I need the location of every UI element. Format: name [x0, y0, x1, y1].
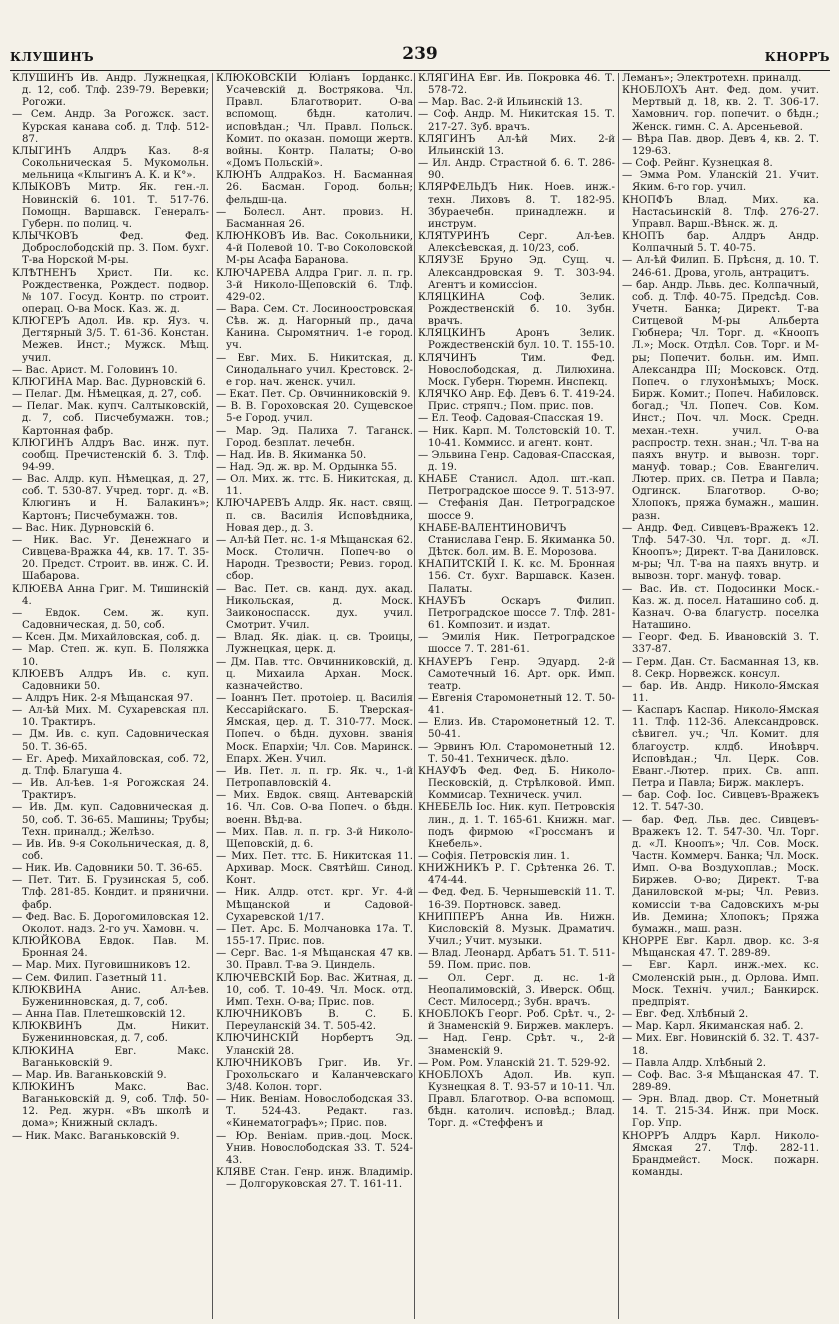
directory-entry: — Ел. Теоф. Садовая-Спасская 19. — [418, 413, 604, 425]
directory-entry: КЛЯРФЕЛЬДЪ Ник. Ноев. инж.-техн. Лиховъ 8. Т. 182-95. Збураечебн. принадлежн. и инструм. — [418, 182, 615, 230]
directory-entry: — Ал-ѣй Филип. Б. Прѣсня, д. 10. Т. 246-61. Дрова, уголь, антрацитъ. — [622, 255, 819, 279]
directory-entry: КЛЮНКОВЪ Ив. Вас. Сокольники, 4-й Полевой 10. Т-во Соколовской М-ры Асафа Баранова. — [216, 231, 413, 267]
directory-entry: — Эрвинъ Юл. Старомонетный 12. Т. 50-41. Техническ. дѣло. — [418, 741, 615, 765]
directory-entry: — Соф. Андр. М. Никитская 15. Т. 217-27. Зуб. врачъ. — [418, 109, 615, 133]
directory-entry: — Влад. Леонард. Арбатъ 51. Т. 511-59. Пом. прис. пов. — [418, 948, 615, 972]
directory-entry: КНЕБЕЛЬ Іос. Ник. куп. Петровскія лин., д. 1. Т. 165-61. Книжн. маг. подъ фирмою «Гроссманъ и Кнебель». — [418, 802, 615, 850]
directory-entry: — Мих. Евдок. свящ. Антеварскій 16. Чл. Сов. О-ва Попеч. о бѣдн. военн. Вѣд-ва. — [216, 790, 413, 826]
directory-entry: КНОБЛОХЪ Адол. Ив. куп. Кузнецкая 8. Т. 93-57 и 10-11. Чл. Правл. Благотвор. О-ва вспомощ. бѣдн. католич. исповѣд.; Влад. Торг. д. «Стеффенъ и — [418, 1069, 615, 1130]
page-number: 239 — [402, 44, 438, 64]
running-head-right: КНОРРЪ — [764, 50, 830, 64]
directory-entry: КНОРРЕ Евг. Карл. двор. кс. 3-я Мѣщанская 47. Т. 289-89. — [622, 936, 819, 960]
directory-entry: КЛУШИНЪ Ив. Андр. Лужнецкая, д. 12, соб. Тлф. 239-79. Веревки; Рогожи. — [12, 73, 209, 109]
directory-entry: — Герм. Дан. Ст. Басманная 13, кв. 8. Секр. Норвежск. консул. — [622, 656, 819, 680]
directory-entry: — В. В. Гороховская 20. Сущевское 5-е Город. учил. — [216, 401, 413, 425]
directory-entry: — Мих. Пет. ттс. Б. Никитская 11. Архивар. Моск. Святѣйш. Синод. Конт. — [216, 851, 413, 887]
directory-entry: — Над. Генр. Срѣт. ч., 2-й Знаменскій 9. — [418, 1033, 615, 1057]
directory-entry: КЛЯГИНЪ Ал-ѣй Мих. 2-й Ильинскій 13. — [418, 133, 615, 157]
directory-entry: — бар. Андр. Львь. дес. Колпачный, соб. д. Тлф. 40-75. Предсѣд. Сов. Учетн. Банка; Директ. Т-ва Ситцевой М-ры Альберта Гюбнера; Чл. Торг. д. «Кноопъ Л.»; Моск. Отдѣл. Сов. Торг. и М-ры; Попечит. больн. им. Имп. Александра III; Московск. Отд. Попеч. о глухонѣмыхъ; Моск. Бирж. Комит.; Попеч. Набиловск. богад.; Чл. Попеч. Сов. Ком. Инст.; Поч. чл. Моск. Средн. механ.-техн. учил. О-ва распростр. техн. знан.; Чл. Т-ва на паяхъ внутр. и вывозн. торг. мануф. товар.; Сов. Евангелич. Лютер. прих. св. Петра и Павла; Одгинск. Благотвор. О-во; Хлопокъ, пряжа бумажн., машин. разн. — [622, 279, 819, 522]
directory-entry: — Ксен. Дм. Михайловская, соб. д. — [12, 632, 201, 644]
directory-entry: КЛЮКВИНЪ Дм. Никит. Буженинновская, д. 7, соб. — [12, 1021, 209, 1045]
directory-entry: Леманъ»; Электротехн. приналд. — [622, 73, 802, 84]
directory-entry: — Ив. Ал-ѣев. 1-я Рогожская 24. Трактиръ. — [12, 778, 209, 802]
directory-entry: — Ол. Серг. д. нс. 1-й Неопалимовскій, 3. Иверск. Общ. Сест. Милосерд.; Зубн. врачъ. — [418, 972, 615, 1008]
directory-column-2 — [216, 73, 413, 1319]
directory-entry: — Дм. Ив. с. куп. Садовническая 50. Т. 36-65. — [12, 729, 209, 753]
directory-entry: — Над. Эд. ж. вр. М. Ордынка 55. — [216, 462, 398, 473]
directory-entry: КЛЮЙКОВА Евдок. Пав. М. Бронная 24. — [12, 936, 209, 960]
directory-entry: КНОБЛОХЪ Ант. Фед. дом. учит. Мертвый д. 18, кв. 2. Т. 306-17. Хамовнич. гор. попечит. о бѣдн.; Женск. гимн. С. А. Арсеньевой. — [622, 85, 819, 133]
directory-entry: КНОПЪ бар. Алдръ Андр. Колпачный 5. Т. 40-75. — [622, 231, 819, 255]
directory-entry: — бар. Соф. Іос. Сивцевъ-Вражекъ 12. Т. 547-30. — [622, 790, 819, 814]
directory-entry: КЛЫЧКОВЪ Фед. Фед. Доброслободскій пр. 3. Пом. бухг. Т-ва Норской М-ры. — [12, 231, 209, 267]
directory-entry: КЛЯУЗЕ Бруно Эд. Сущ. ч. Александровская 9. Т. 303-94. Агентъ и комиссіон. — [418, 255, 615, 291]
directory-entry: — Андр. Фед. Сивцевъ-Вражекъ 12. Тлф. 547-30. Чл. торг. д. «Л. Кноопъ»; Директ. Т-ва Даниловск. м-ры; Чл. Т-ва на паяхъ внутр. и вывозн. торг. мануф. товар. — [622, 522, 819, 583]
directory-entry: КЛЯЧИНЪ Тим. Фед. Новослободская, д. Лилюхина. Моск. Губерн. Тюремн. Инспекц. — [418, 352, 615, 388]
directory-entry: — Софія. Петровскія лин. 1. — [418, 851, 570, 862]
directory-entry: — Ил. Андр. Страстной б. 6. Т. 286-90. — [418, 158, 615, 182]
directory-entry: КНИППЕРЪ Анна Ив. Нижн. Кисловскій 8. Музык. Драматич. Учил.; Учит. музыки. — [418, 911, 615, 948]
directory-entry: — бар. Фед. Льв. дес. Сивцевъ-Вражекъ 12. Т. 547-30. Чл. Торг. д. «Л. Кноопъ»; Чл. Сов. Моск. Частн. Коммерч. Банка; Чл. Моск. Имп. О-ва Воздухоплав.; Моск. Биржев. О-во; Директ. Т-ва Даниловской м-ры; Чл. Ревиз. комиссіи т-ва Садовскихъ м-ры Ив. Демина; Хлопокъ; Пряжа бумажн., маш. разн. — [622, 814, 819, 935]
directory-entry: — Евг. Мих. Б. Никитская, д. Синодальнаго учил. Крестовск. 2-е гор. нач. женск. учил. — [216, 352, 413, 388]
directory-entry: — Мар. Мих. Пуговишниковъ 12. — [12, 960, 191, 972]
directory-entry: КЛЯЧКО Анр. Еф. Девъ 6. Т. 419-24. Прис. стряпч.; Пом. прис. пов. — [418, 389, 615, 413]
column-divider — [618, 73, 619, 1319]
directory-entry: КНАБЕ Станисл. Адол. шт.-кап. Петроградское шоссе 9. Т. 513-97. — [418, 474, 615, 498]
page-header — [10, 44, 830, 71]
directory-entry: — Ник. Веніам. Новослободская 33. Т. 524-43. Редакт. газ. «Кинематографъ»; Прис. пов. — [216, 1094, 413, 1130]
directory-entry: КЛЮНЪ АлдраКоз. Н. Басманная 26. Басман. Город. больн; фельдш-ца. — [216, 170, 413, 206]
directory-column-4 — [622, 73, 819, 1319]
directory-entry: — Эльвина Генр. Садовая-Спасская, д. 19. — [418, 449, 615, 473]
directory-entry: — Вас. Пет. св. канд. дух. акад. Никольская, д. Моск. Заиконоспасск. дух. учил. Смотрит. Учил. — [216, 583, 413, 632]
directory-entry: — Соф. Вас. 3-я Мѣщанская 47. Т. 289-89. — [622, 1069, 819, 1093]
directory-entry: — Ник. Карп. М. Толстовскій 10. Т. 10-41. Коммисс. и агент. конт. — [418, 425, 615, 449]
directory-entry: — Мар. Вас. 2-й Ильинскій 13. — [418, 97, 583, 109]
directory-entry: КЛЮЧНИКОВЪ В. С. Б. Переуланскій 34. Т. 505-42. — [216, 1009, 413, 1033]
directory-entry: КЛЯВЕ Стан. Генр. инж. Владимір. — Долгоруковская 27. Т. 161-11. — [216, 1167, 413, 1191]
directory-entry: — Ник. Вас. Уг. Денежнаго и Сивцева-Вражка 44, кв. 17. Т. 35-20. Предст. Строит. вв. инж. С. И. Шабарова. — [12, 534, 209, 583]
directory-entry: — Сем. Андр. За Рогожск. заст. Курская канава соб. д. Тлф. 512-87. — [12, 109, 209, 145]
directory-entry: КЛЮКИНЪ Макс. Вас. Ваганьковскій д. 9, соб. Тлф. 50-12. Ред. журн. «Въ школѣ и дома»; Книжный складъ. — [12, 1081, 209, 1130]
directory-column-1 — [12, 73, 209, 1319]
directory-entry: — Ол. Мих. ж. ттс. Б. Никитская, д. 11. — [216, 474, 413, 498]
directory-entry: — Пелаг. Дм. Нѣмецкая, д. 27, соб. — [12, 389, 202, 401]
directory-entry: — Ег. Ареф. Михайловская, соб. 72, д. Тлф. Благуша 4. — [12, 753, 209, 777]
directory-entry: КЛЮЧАРЕВЪ Алдр. Як. наст. свящ. п. св. Василія Исповѣдника, Новая дер., д. 3. — [216, 498, 413, 534]
directory-entry: КЛЮЕВА Анна Григ. М. Тишинскій 4. — [12, 583, 209, 607]
column-divider — [414, 73, 415, 1319]
directory-entry: — Вас. Ив. ст. Подосинки Моск.-Каз. ж. д. посел. Наташино соб. д. Казнач. О-ва благустр. поселка Наташино. — [622, 583, 819, 632]
directory-entry: КНОПФЪ Влад. Мих. ка. Настасьинскій 8. Тлф. 276-27. Управл. Варш.-Вѣнск. ж. д. — [622, 194, 819, 230]
directory-entry: — Серг. Вас. 1-я Мѣщанская 47 кв. 30. Правл. Т-ва Э. Циндель. — [216, 948, 413, 972]
directory-entry: КЛЫГИНЪ Алдръ Каз. 8-я Сокольническая 5. Мукомольн. мельница «Клыгинъ А. К. и К°». — [12, 145, 209, 182]
directory-entry: — Ал-ѣй Пет. нс. 1-я Мѣщанская 62. Моск. Столичн. Попеч-во о Народн. Трезвости; Ревиз. город. сбор. — [216, 534, 413, 583]
directory-entry: — Ник. Алдр. отст. крг. Уг. 4-й Мѣщанской и Садовой-Сухаревской 1/17. — [216, 887, 413, 923]
directory-entry: — Вара. Сем. Ст. Лосиноостровская Сѣв. ж. д. Нагорный пр., дача Канина. Сыромятнич. 1-е город. уч. — [216, 303, 413, 352]
directory-entry: — Евгенія Старомонетный 12. Т. 50-41. — [418, 692, 615, 717]
directory-entry: — Вас. Арист. М. Головинъ 10. — [12, 364, 178, 376]
directory-entry: — Мар. Ив. Ваганьковскій 9. — [12, 1069, 167, 1081]
directory-entry: — Анна Пав. Плетешковскій 12. — [12, 1009, 186, 1021]
directory-entry: — Евг. Карл. инж.-мех. кс. Смоленскій рын., д. Орлова. Имп. Моск. Техніч. учил.; Банкирск. предпріят. — [622, 960, 819, 1008]
directory-entry: — Влад. Як. діак. ц. св. Троицы, Лужнецкая, церк. д. — [216, 632, 413, 656]
directory-entry: — Соф. Рейнг. Кузнецкая 8. — [622, 158, 773, 170]
directory-entry: КНАПИТСКІЙ І. К. кс. М. Бронная 156. Ст. бухг. Варшавск. Казен. Палаты. — [418, 559, 615, 595]
directory-entry: — Юр. Веніам. прив.-доц. Моск. Унив. Новослободская 33. Т. 524-43. — [216, 1130, 413, 1166]
directory-entry: КЛЮЧИНСКІЙ Норбертъ Эд. Уланскій 28. — [216, 1033, 413, 1057]
directory-entry: — Іоаннъ Пет. протоіер. ц. Василія Кессарійскаго. Б. Тверская-Ямская, цер. д. Т. 310-77. Моск. Попеч. о бѣдн. духовн. званія Моск. Епархіи; Чл. Сов. Маринск. Епарх. Жен. Учил. — [216, 692, 413, 765]
directory-entry: КНАУБЪ Оскаръ Филип. Петроградское шоссе 7. Тлф. 281-61. Композит. и издат. — [418, 595, 615, 632]
directory-entry: КЛЯТУРИНЪ Серг. Ал-ѣев. Алексѣевская, д. 10/23, соб. — [418, 231, 615, 255]
directory-entry: КНАУФЪ Фед. Фед. Б. Николо-Песковскій, д. Стрѣлковой. Имп. Коммисар. Техническ. учил. — [418, 765, 615, 802]
running-head-left: КЛУШИНЪ — [10, 50, 95, 64]
directory-entry: — Мар. Эд. Палиха 7. Таганск. Город. безплат. лечебн. — [216, 425, 413, 449]
directory-entry: КЛЮКИНА Евг. Макс. Ваганьковскій 9. — [12, 1045, 209, 1069]
directory-entry: — Фед. Фед. Б. Чернышевскій 11. Т. 16-39. Портновск. завед. — [418, 887, 615, 911]
directory-entry: — Елиз. Ив. Старомонетный 12. Т. 50-41. — [418, 717, 615, 741]
directory-entry: КНОБЛОКЪ Георг. Роб. Срѣт. ч., 2-й Знаменскій 9. Биржев. маклеръ. — [418, 1009, 615, 1033]
directory-entry: — Стефанія Дан. Петроградское шоссе 9. — [418, 498, 615, 522]
directory-entry: КЛЯЦКИНЪ Аронъ Зелик. Рождественскій бул. 10. Т. 155-10. — [418, 328, 615, 352]
directory-entry: — Вас. Ник. Дурновскій 6. — [12, 522, 155, 534]
directory-entry: — Пелаг. Мак. купч. Салтыковскій, д. 7, соб. Писчебумажн. тов.; Картонная фабр. — [12, 401, 209, 437]
directory-entry: — Вас. Алдр. куп. Нѣмецкая, д. 27, соб. Т. 530-87. Учред. торг. д. «В. Клюгинъ и Н. Балакинъ»; Картонъ; Писчебумажн. тов. — [12, 474, 209, 522]
directory-entry: — Евг. Фед. Хлѣбный 2. — [622, 1009, 749, 1021]
directory-entry: КЛЮКОВСКІЙ Юліанъ Іорданкс. Усачевскій д. Вострякова. Чл. Правл. Благотворит. О-ва вспомощ. бѣдн. католич. исповѣдан.; Чл. Правл. Польск. Комит. по оказан. помощи жертв. войны. Контр. Палаты; О-во «Домъ Польскій». — [216, 73, 413, 170]
directory-entry: — Павла Алдр. Хлѣбный 2. — [622, 1057, 767, 1069]
directory-entry: КНАБЕ-ВАЛЕНТИНОВИЧЪ Станислава Генр. Б. Якиманка 50. Дѣтск. бол. им. В. Е. Морозова. — [418, 522, 615, 559]
directory-entry: — Мих. Евг. Новинскій б. 32. Т. 437-18. — [622, 1033, 819, 1057]
directory-entry: — Эмилія Ник. Петроградское шоссе 7. Т. 281-61. — [418, 632, 615, 656]
directory-entry: — бар. Ив. Андр. Николо-Ямская 11. — [622, 680, 819, 704]
directory-entry: — Ал-ѣй Мих. М. Сухаревская пл. 10. Трактиръ. — [12, 705, 209, 729]
directory-entry: КЛЮГИНЪ Алдръ Вас. инж. пут. сообщ. Пречистенскій б. 3. Тлф. 94-99. — [12, 437, 209, 473]
directory-entry: — Ник. Макс. Ваганьковскій 9. — [12, 1130, 180, 1142]
directory-column-3 — [418, 73, 615, 1319]
directory-entry: КНАУЕРЪ Генр. Эдуард. 2-й Самотечный 16. Арт. орк. Имп. театр. — [418, 656, 615, 692]
column-divider — [212, 73, 213, 1319]
directory-entry: — Эрн. Влад. двор. Ст. Монетный 14. Т. 215-34. Инж. при Моск. Гор. Упр. — [622, 1094, 819, 1130]
directory-entry: КЛѢТНЕНЪ Христ. Пи. кс. Рождественка, Рождест. подвор. № 107. Госуд. Контр. по строит. операц. О-ва Моск. Каз. ж. д. — [12, 267, 209, 315]
directory-entry: КЛЮЧАРЕВА Алдра Григ. л. п. гр. 3-й Николо-Щеповскій 6. Тлф. 429-02. — [216, 267, 413, 303]
directory-entry: — Над. Ив. В. Якиманка 50. — [216, 449, 367, 461]
directory-entry: — Мих. Пав. л. п. гр. 3-й Николо-Щеповскій, д. 6. — [216, 826, 413, 850]
directory-entry: КНОРРЪ Алдръ Карл. Николо-Ямская 27. Тлф. 282-11. Брандмейст. Моск. пожарн. команды. — [622, 1130, 819, 1179]
directory-entry: — Каспаръ Каспар. Николо-Ямская 11. Тлф. 112-36. Александровск. сѣвигел. уч.; Чл. Комит. для благоустр. клдб. Иноѣврч. Исповѣдан.; Чл. Церк. Сов. Еванг.-Лютер. прих. Св. апп. Петра и Павла; Бирж. маклеръ. — [622, 705, 819, 790]
directory-entry: — Георг. Фед. Б. Ивановскій 3. Т. 337-87. — [622, 632, 819, 656]
directory-entry: КЛЮКВИНА Анис. Ал-ѣев. Буженинновская, д. 7, соб. — [12, 984, 209, 1008]
directory-entry: КЛЯГИНА Евг. Ив. Покровка 46. Т. 578-72. — [418, 73, 615, 97]
directory-entry: — Ив. Дм. куп. Садовническая д. 50, соб. Т. 36-65. Машины; Трубы; Техн. приналд.; Желѣзо. — [12, 802, 209, 838]
directory-entry: — Пет. Арс. Б. Молчановка 17а. Т. 155-17. Прис. пов. — [216, 923, 413, 948]
directory-entry: — Болесл. Ант. провиз. Н. Басманная 26. — [216, 206, 413, 230]
directory-entry: КЛЮГЕРЪ Адол. Ив. кр. Яуз. ч. Дегтярный 3/5. Т. 61-36. Констан. Межев. Инст.; Мужск. Мѣщ. учил. — [12, 316, 209, 364]
directory-entry: — Ив. Пет. л. п. гр. Як. ч., 1-й Петропавловскій 4. — [216, 765, 413, 790]
directory-entry: — Мар. Степ. ж. куп. Б. Поляжка 10. — [12, 644, 209, 668]
directory-entry: — Ник. Ив. Садовники 50. Т. 36-65. — [12, 863, 203, 875]
directory-entry: КЛЫКОВЪ Митр. Як. ген.-л. Новинскій 6. 101. Т. 517-76. Помощн. Варшавск. Генералъ-Губерн. по полиц. ч. — [12, 182, 209, 230]
directory-entry: КНИЖНИКЪ Р. Г. Срѣтенка 26. Т. 474-44. — [418, 863, 615, 887]
directory-entry: — Ром. Ром. Уланскій 21. Т. 529-92. — [418, 1057, 611, 1069]
directory-entry: КЛЮЧЕВСКІЙ Бор. Вас. Житная, д. 10, соб. Т. 10-49. Чл. Моск. отд. Имп. Техн. О-ва; Прис. пов. — [216, 972, 413, 1008]
directory-entry: — Екат. Пет. Ср. Овчинниковскій 9. — [216, 389, 411, 401]
directory-entry: — Алдръ Ник. 2-я Мѣщанская 97. — [12, 692, 194, 704]
directory-entry: — Фед. Вас. Б. Дорогомиловская 12. Околот. надз. 2-го уч. Хамовн. ч. — [12, 911, 209, 935]
directory-entry: КЛЯЦКИНА Соф. Зелик. Рождественскій б. 10. Зубн. врачъ. — [418, 291, 615, 328]
directory-entry: — Пет. Тит. Б. Грузинская 5, соб. Тлф. 281-85. Кондит. и прянични. фабр. — [12, 875, 209, 911]
directory-entry: — Мар. Карл. Якиманская наб. 2. — [622, 1021, 804, 1033]
directory-entry: КЛЮЕВЪ Алдръ Ив. с. куп. Садовники 50. — [12, 668, 209, 692]
directory-entry: — Ив. Ив. 9-я Сокольническая, д. 8, соб. — [12, 838, 209, 862]
directory-entry: КЛЮГИНА Мар. Вас. Дурновскій 6. — [12, 376, 206, 388]
directory-entry: — Сем. Филип. Газетный 11. — [12, 972, 167, 984]
directory-entry: — Дм. Пав. ттс. Овчинниковскій, д. ц. Михаила Архан. Моск. казначейство. — [216, 656, 413, 692]
directory-entry: — Евдок. Сем. ж. куп. Садовническая, д. 50, соб. — [12, 607, 209, 632]
directory-entry: — Вѣра Пав. двор. Девъ 4, кв. 2. Т. 129-63. — [622, 133, 819, 157]
directory-entry: КЛЮЧНИКОВЪ Григ. Ив. Уг. Грохольскаго и Каланчевскаго 3/48. Колон. торг. — [216, 1057, 413, 1093]
directory-entry: — Эмма Ром. Уланскій 21. Учит. Яким. 6-го гор. учил. — [622, 170, 819, 194]
